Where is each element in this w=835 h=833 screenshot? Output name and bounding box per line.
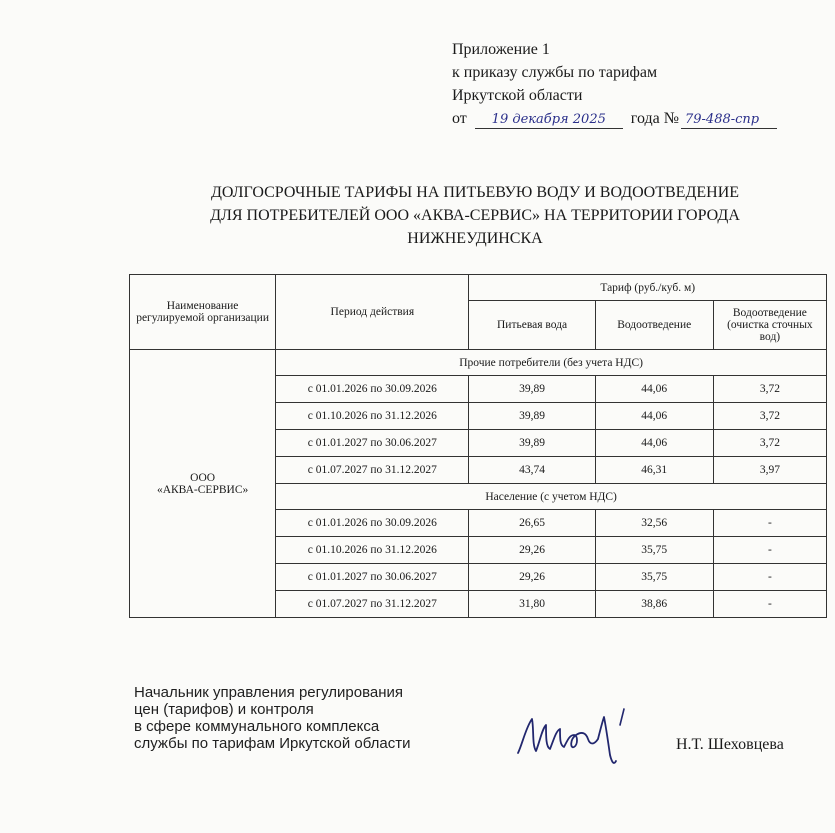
tariff-table [129,274,827,618]
section-row [130,350,827,376]
header-sewer-clean: Водоотведение (очистка сточных вод) [713,301,826,350]
header-org: Наименование регулируемой организации [130,275,276,350]
water-cell: 39,89 [469,430,595,457]
header-period: Период действия [276,275,469,350]
water-cell: 29,26 [469,564,595,591]
title-line-1: ДОЛГОСРОЧНЫЕ ТАРИФЫ НА ПИТЬЕВУЮ ВОДУ И ВОДООТВЕДЕНИЕ [210,184,740,201]
clean-cell: 3,97 [713,457,826,484]
title-line-2: ДЛЯ ПОТРЕБИТЕЛЕЙ ООО «АКВА-СЕРВИС» НА ТЕРРИТОРИИ ГОРОДА [210,207,740,224]
clean-cell: 3,72 [713,403,826,430]
signatory-line-4: службы по тарифам Иркутской области [134,735,411,752]
period-cell: с 01.01.2027 по 30.06.2027 [276,564,469,591]
appendix-header [452,38,777,130]
header-sewer: Водоотведение [595,301,713,350]
sewer-cell: 46,31 [595,457,713,484]
period-cell: с 01.01.2027 по 30.06.2027 [276,430,469,457]
header-tariff: Тариф (руб./куб. м) [469,275,827,301]
clean-cell: - [713,591,826,618]
period-cell: с 01.07.2027 по 31.12.2027 [276,457,469,484]
handwritten-date: 19 декабря 2025 [475,112,623,129]
sewer-cell: 32,56 [595,510,713,537]
clean-cell: 3,72 [713,376,826,403]
appendix-line-4 [452,107,777,130]
clean-cell: - [713,510,826,537]
signatory-line-3: в сфере коммунального комплекса [134,718,380,735]
sewer-cell: 44,06 [595,376,713,403]
year-number-label: года № [630,110,679,127]
handwritten-signature [512,705,652,769]
water-cell: 39,89 [469,403,595,430]
water-cell: 31,80 [469,591,595,618]
period-cell: с 01.01.2026 по 30.09.2026 [276,510,469,537]
handwritten-order-number: 79-488-спр [681,112,777,129]
org-line-2: «АКВА-СЕРВИС» [156,483,249,496]
table-header-row [130,275,827,301]
water-cell: 26,65 [469,510,595,537]
clean-cell: - [713,537,826,564]
org-line-1: ООО [190,471,216,484]
title-line-3: НИЖНЕУДИНСКА [407,230,543,247]
water-cell: 43,74 [469,457,595,484]
sewer-cell: 44,06 [595,430,713,457]
section-title: Население (с учетом НДС) [276,484,827,510]
appendix-line-1: Приложение 1 [452,41,550,58]
water-cell: 29,26 [469,537,595,564]
signatory-line-2: цен (тарифов) и контроля [134,701,314,718]
signer-name: Н.Т. Шеховцева [676,736,784,753]
appendix-line-3: Иркутской области [452,87,583,104]
signatory-title [134,684,411,752]
from-label: от [452,110,467,127]
appendix-line-2: к приказу службы по тарифам [452,64,658,81]
period-cell: с 01.07.2027 по 31.12.2027 [276,591,469,618]
sewer-cell: 35,75 [595,564,713,591]
signatory-line-1: Начальник управления регулирования [134,684,404,701]
header-water: Питьевая вода [469,301,595,350]
document-title [135,181,815,250]
period-cell: с 01.10.2026 по 31.12.2026 [276,537,469,564]
clean-cell: 3,72 [713,430,826,457]
period-cell: с 01.10.2026 по 31.12.2026 [276,403,469,430]
sewer-cell: 44,06 [595,403,713,430]
org-cell [130,350,276,618]
period-cell: с 01.01.2026 по 30.09.2026 [276,376,469,403]
sewer-cell: 35,75 [595,537,713,564]
water-cell: 39,89 [469,376,595,403]
sewer-cell: 38,86 [595,591,713,618]
clean-cell: - [713,564,826,591]
section-title: Прочие потребители (без учета НДС) [276,350,827,376]
